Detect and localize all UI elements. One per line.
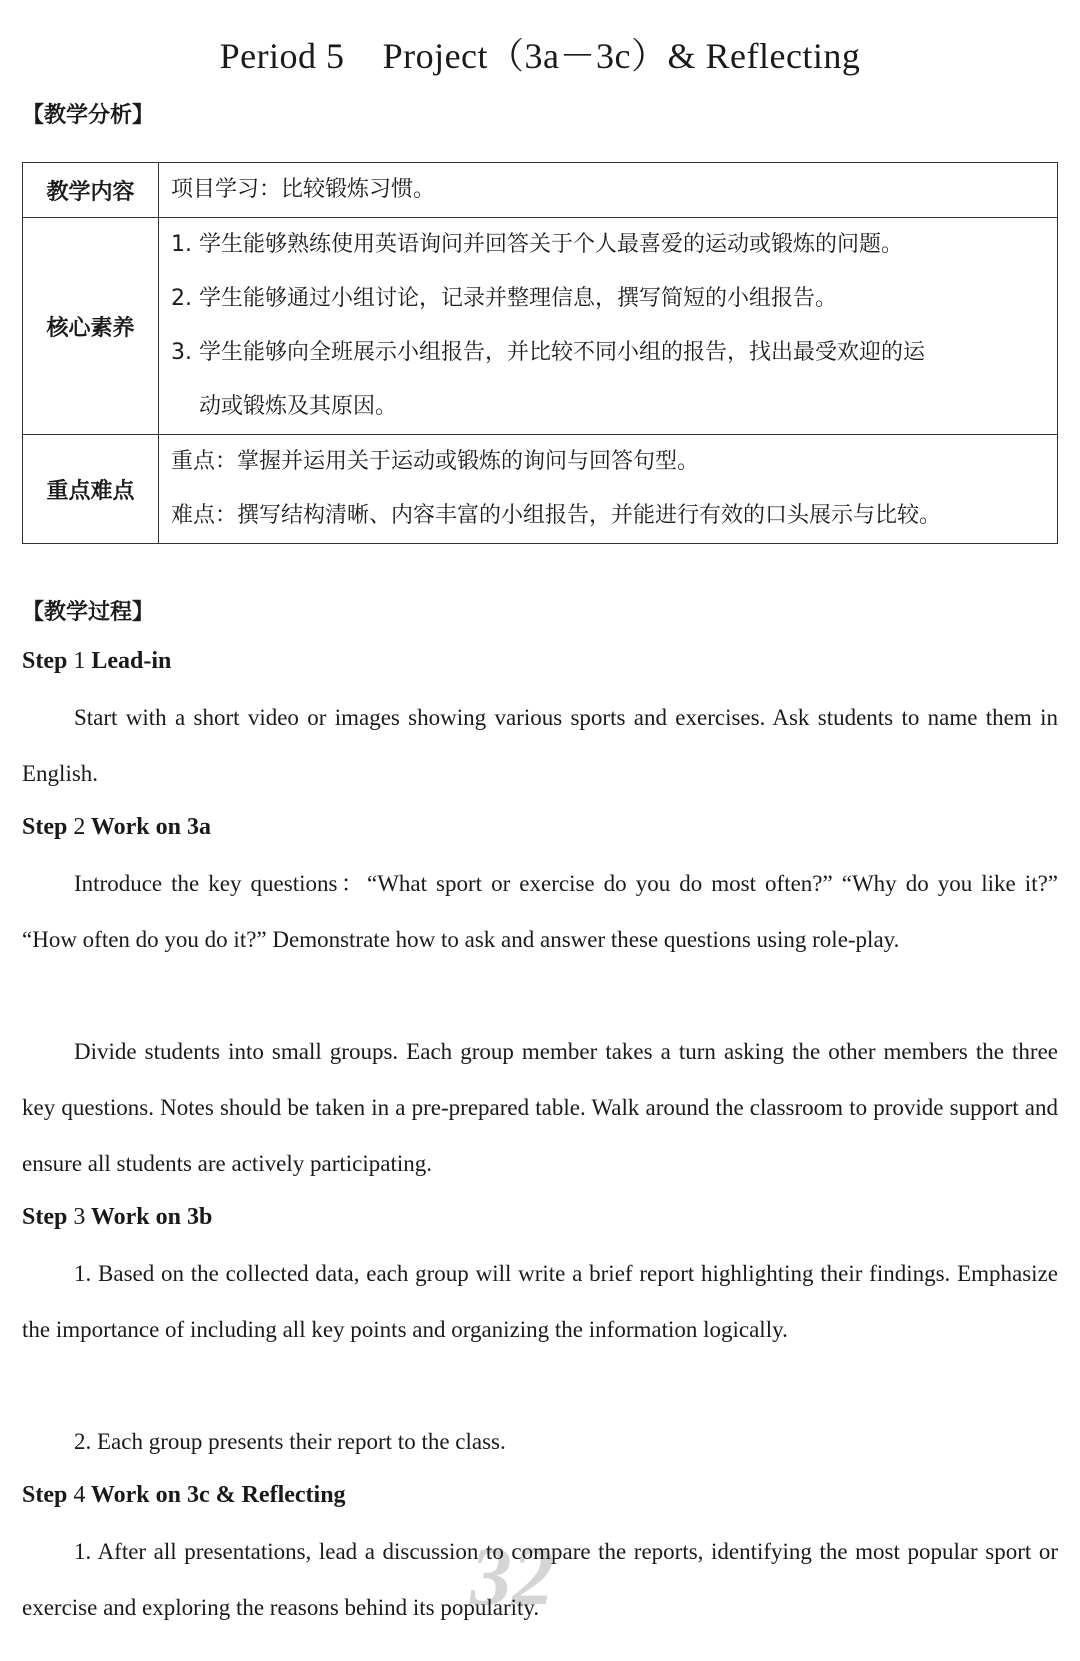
table-line: 项目学习：比较锻炼习惯。 — [171, 177, 436, 202]
table-row — [23, 435, 1058, 544]
step-paragraph: 1. After all presentations, lead a discussion to compare the reports, identifying the most popular sport or exercise and exploring the reasons behind its popularity. — [22, 1539, 1058, 1620]
page-title — [22, 28, 1058, 79]
step-paragraph: Start with a short video or images showing various sports and exercises. Ask students to name them in English. — [22, 705, 1058, 786]
table-line: 动或锻炼及其原因。 — [199, 394, 398, 419]
title-period: Period 5 — [219, 36, 345, 76]
row-body-content — [159, 163, 1058, 218]
step-heading — [22, 1204, 212, 1231]
analysis-table — [22, 162, 1058, 544]
step-paragraph: 2. Each group presents their report to the class. — [74, 1429, 506, 1454]
row-body-focus — [159, 435, 1058, 544]
step-paragraph: 1. Based on the collected data, each group will write a brief report highlighting their findings. Emphasize the importance of including all key points and organizing the information logically. — [22, 1261, 1058, 1342]
step-name: Lead-in — [91, 648, 172, 674]
step-number: 2 — [73, 814, 86, 840]
row-body-competency — [159, 218, 1058, 435]
step-number: 1 — [73, 648, 86, 674]
table-line: 2. 学生能够通过小组讨论，记录并整理信息，撰写简短的小组报告。 — [171, 286, 837, 311]
step-word: Step — [22, 648, 68, 674]
table-row — [23, 218, 1058, 435]
step-word: Step — [22, 1482, 68, 1508]
section-analysis-heading: 【教学分析】 — [22, 103, 155, 128]
step-paragraph: Introduce the key questions：“What sport or exercise do you do most often?” “Why do you like it?” “How often do you do it?” Demonstrate how to ask and answer these questions using role-play. — [22, 871, 1058, 952]
step-heading — [22, 648, 171, 675]
step-paragraph: Divide students into small groups. Each group member takes a turn asking the other members the three key questions. Notes should be taken in a pre-prepared table. Walk around the classroom to provide support and ensure all students are actively participating. — [22, 1039, 1058, 1176]
section-process-heading: 【教学过程】 — [22, 600, 155, 625]
table-line: 难点：撰写结构清晰、内容丰富的小组报告，并能进行有效的口头展示与比较。 — [171, 503, 942, 528]
row-head-competency: 核心素养 — [23, 218, 159, 435]
step-word: Step — [22, 814, 68, 840]
step-number: 4 — [73, 1482, 86, 1508]
table-line: 1. 学生能够熟练使用英语询问并回答关于个人最喜爱的运动或锻炼的问题。 — [171, 232, 903, 257]
row-head-focus: 重点难点 — [23, 435, 159, 544]
table-line: 重点：掌握并运用关于运动或锻炼的询问与回答句型。 — [171, 449, 700, 474]
step-word: Step — [22, 1204, 68, 1230]
step-heading — [22, 1482, 346, 1509]
row-head-content: 教学内容 — [23, 163, 159, 218]
step-number: 3 — [73, 1204, 86, 1230]
table-line: 3. 学生能够向全班展示小组报告，并比较不同小组的报告，找出最受欢迎的运 — [171, 340, 925, 365]
step-name: Work on 3b — [90, 1204, 213, 1230]
title-project: Project（3a－3c）& Reflecting — [382, 36, 861, 76]
page-number: 32 — [470, 1530, 554, 1623]
step-name: Work on 3a — [90, 814, 211, 840]
table-row — [23, 163, 1058, 218]
step-name: Work on 3c & Reflecting — [90, 1482, 346, 1508]
step-heading — [22, 814, 211, 841]
